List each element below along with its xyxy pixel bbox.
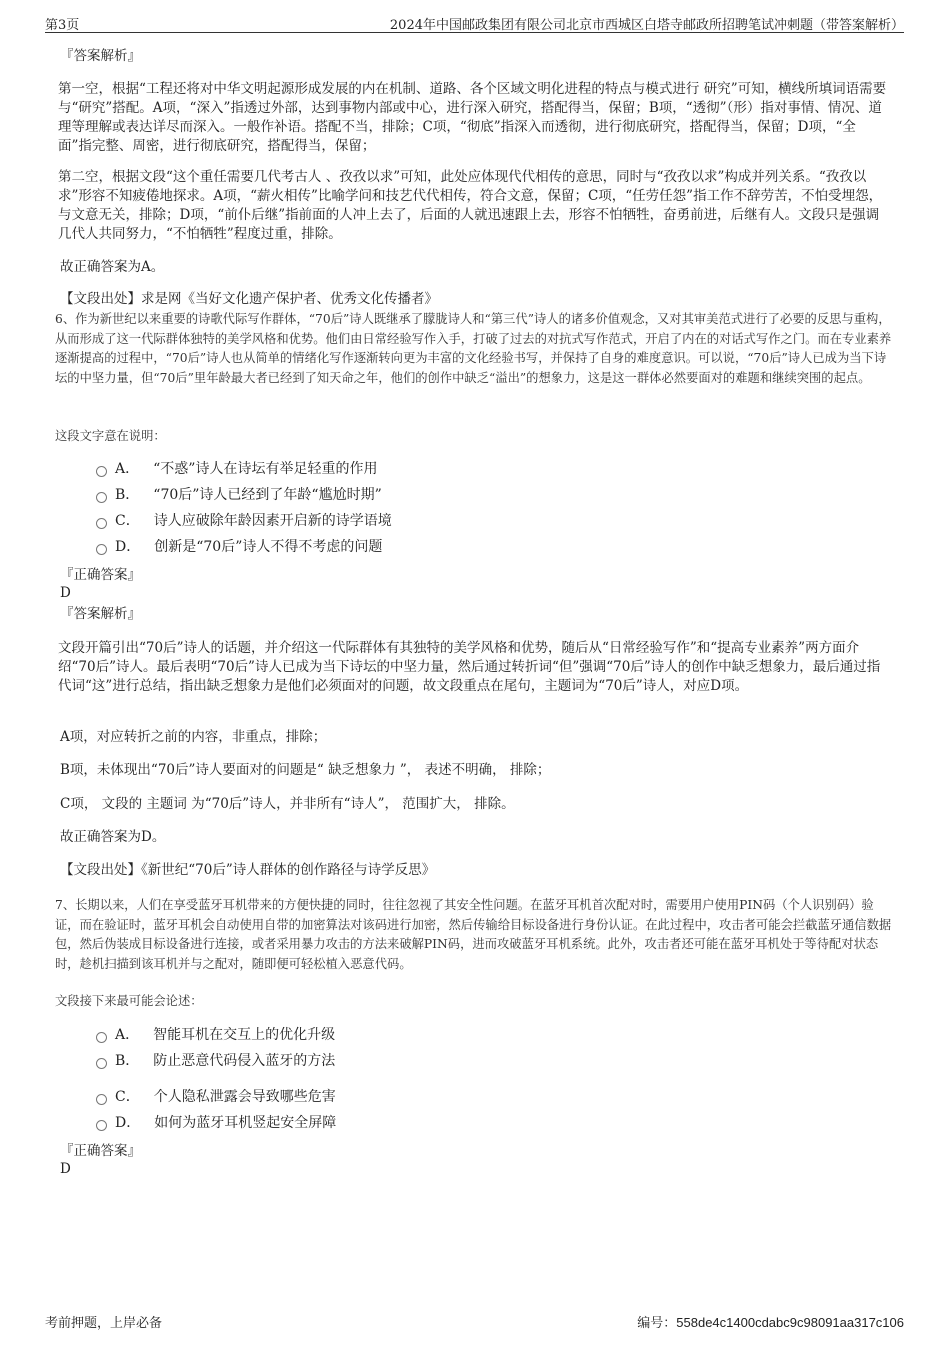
analysis-label: 『答案解析』 — [60, 48, 141, 64]
footer-slogan: 考前押题，上岸必备 — [45, 1316, 163, 1331]
source: 【文段出处】《新世纪“70后”诗人群体的创作路径与诗学反思》 — [60, 862, 436, 878]
q7-option-b[interactable]: B． 防止恶意代码侵入蓝牙的方法 — [96, 1051, 335, 1071]
analysis-paragraph-2: 第二空，根据文段“这个重任需要几代考古人 、孜孜以求”可知，此处应体现代代相传的意思，同时与“孜孜以求”构成并列关系。“孜孜以求”形容不知疲倦地探求。A项，“薪火相传”比喻学问和技艺代代相传，符合文意，保留；C项，“任劳任怨”指工作不辞劳苦，不怕受埋怨，与文意无关，排除；D项，“前仆后继”指前面的人冲上去了，后面的人就迅速跟上去，形容不怕牺牲，奋勇前进，后继有人。文段只是强调几代人共同努力，“不怕牺牲”程度过重，排除。 — [58, 169, 883, 242]
page-number: 第3页 — [45, 18, 80, 33]
question-6-prompt: 这段文字意在说明： — [55, 429, 166, 443]
analysis-paragraph-1: 第一空，根据“工程还将对中华文明起源形成发展的内在机制、道路、各个区域文明化进程的特点与模式进行 研究”可知，横线所填词语需要与“研究”搭配。A项，“深入”指透过外部，达到事物内部或中心，进行深入研究，搭配得当，保留；B项，“透彻”（形）指对事情、情况、道理等理解或表达详尽而深入。一般作补语。搭配不当，排除；C项，“彻底”指深入而透彻，进行彻底研究，搭配得当，保留；D项，“全面”指完整、周密，进行彻底研究，搭配得当，保留； — [58, 81, 887, 154]
q6-option-d[interactable]: D． 创新是“70后”诗人不得不考虑的问题 — [96, 537, 382, 557]
page-header — [45, 12, 904, 33]
q6-note-a: A项，对应转折之前的内容，非重点，排除； — [60, 729, 327, 745]
radio-icon[interactable] — [96, 492, 107, 503]
correct-answer-label: 『正确答案』 — [60, 567, 141, 583]
document-code: 编号：558de4c1400cdabc9c98091aa317c106 — [637, 1315, 904, 1331]
q6-note-b: B项，未体现出“70后”诗人要面对的问题是“ 缺乏想象力 ”， 表述不明确， 排除； — [60, 762, 551, 778]
radio-icon[interactable] — [96, 1058, 107, 1069]
document-title: 2024年中国邮政集团有限公司北京市西城区白塔寺邮政所招聘笔试冲刺题（带答案解析） — [389, 18, 904, 33]
correct-answer: D — [60, 585, 71, 601]
radio-icon[interactable] — [96, 544, 107, 555]
radio-icon[interactable] — [96, 1094, 107, 1105]
conclusion: 故正确答案为D。 — [60, 829, 166, 845]
q6-note-c: C项， 文段的 主题词 为“70后”诗人，并非所有“诗人”， 范围扩大， 排除。 — [60, 796, 515, 812]
question-7-stem: 7、长期以来，人们在享受蓝牙耳机带来的方便快捷的同时，往往忽视了其安全性问题。在蓝牙耳机首次配对时，需要用户使用PIN码（个人识别码）验证，而在验证时，蓝牙耳机会自动使用自带的加密算法对该码进行加密，然后传输给目标设备进行身份认证。在此过程中，攻击者可能会拦截蓝牙通信数据包，然后伪装成目标设备进行连接，或者采用暴力攻击的方法来破解PIN码，进而攻破蓝牙耳机系统。此外，攻击者还可能在蓝牙耳机处于等待配对状态时，趁机扫描到该耳机并与之配对，随即便可轻松植入恶意代码。 — [55, 898, 892, 971]
q7-option-a[interactable]: A． 智能耳机在交互上的优化升级 — [96, 1025, 335, 1045]
source: 【文段出处】求是网《当好文化遗产保护者、优秀文化传播者》 — [60, 291, 438, 307]
q6-analysis: 文段开篇引出“70后”诗人的话题，并介绍这一代际群体有其独特的美学风格和优势，随后从“日常经验写作”和“提高专业素养”两方面介绍“70后”诗人。最后表明“70后”诗人已成为当下诗坛的中坚力量，然后通过转折词“但”强调“70后”诗人的创作中缺乏想象力，最后通过指代词“这”进行总结，指出缺乏想象力是他们必须面对的问题，故文段重点在尾句，主题词为“70后”诗人，对应D项。 — [58, 640, 881, 694]
analysis-label: 『答案解析』 — [60, 606, 141, 622]
question-6-stem: 6、作为新世纪以来重要的诗歌代际写作群体，“70后”诗人既继承了朦胧诗人和“第三代”诗人的诸多价值观念，又对其审美范式进行了必要的反思与重构，从而形成了这一代际群体独特的美学风格和优势。他们由日常经验写作入手，打破了过去的对抗式写作范式，开启了内在的对话式写作之门。而在专业素养逐渐提高的过程中，“70后”诗人也从简单的情绪化写作逐渐转向更为丰富的文化经验书写，并保持了自身的难度意识。可以说，“70后”诗人已成为当下诗坛的中坚力量，但“70后”里年龄最大者已经到了知天命之年，他们的创作中缺乏“溢出”的想象力，这是这一群体必然要面对的难题和继续突围的起点。 — [55, 312, 892, 385]
q6-option-c[interactable]: C． 诗人应破除年龄因素开启新的诗学语境 — [96, 511, 392, 531]
correct-answer-label: 『正确答案』 — [60, 1143, 141, 1159]
q7-option-d[interactable]: D． 如何为蓝牙耳机竖起安全屏障 — [96, 1113, 336, 1133]
radio-icon[interactable] — [96, 518, 107, 529]
q6-option-a[interactable]: A． “不惑”诗人在诗坛有举足轻重的作用 — [96, 459, 377, 479]
q6-option-b[interactable]: B． “70后”诗人已经到了年龄“尴尬时期” — [96, 485, 382, 505]
correct-answer: D — [60, 1161, 71, 1177]
radio-icon[interactable] — [96, 466, 107, 477]
page-footer — [45, 1312, 904, 1330]
question-7-prompt: 文段接下来最可能会论述： — [55, 994, 203, 1008]
radio-icon[interactable] — [96, 1120, 107, 1131]
radio-icon[interactable] — [96, 1032, 107, 1043]
q7-option-c[interactable]: C． 个人隐私泄露会导致哪些危害 — [96, 1087, 336, 1107]
conclusion: 故正确答案为A。 — [60, 259, 165, 275]
